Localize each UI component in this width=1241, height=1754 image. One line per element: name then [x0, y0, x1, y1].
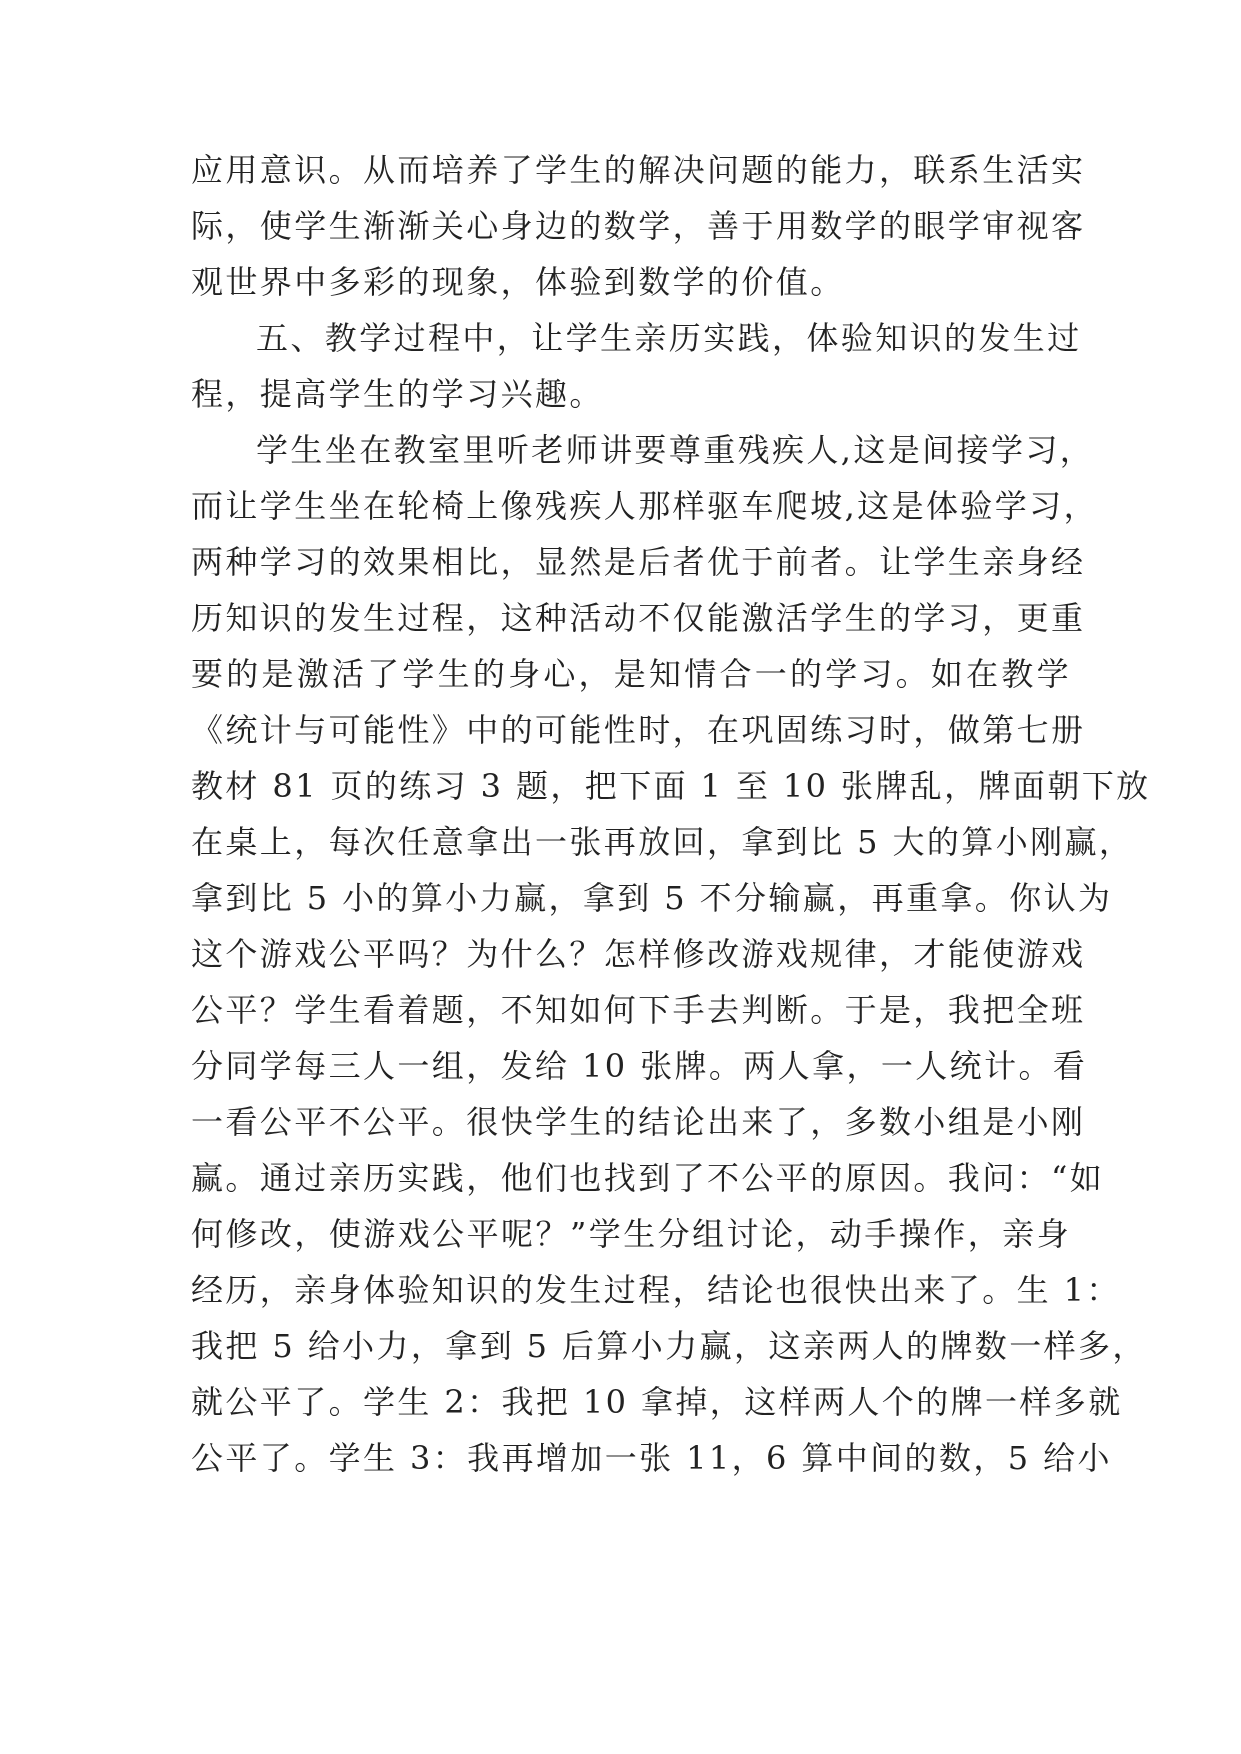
- text-line: 我把 5 给小力，拿到 5 后算小力赢，这亲两人的牌数一样多，: [191, 1327, 1147, 1365]
- text-line: 经历，亲身体验知识的发生过程，结论也很快出来了。生 1：: [191, 1271, 1121, 1309]
- text-line: 在桌上，每次任意拿出一张再放回，拿到比 5 大的算小刚赢，: [191, 823, 1134, 861]
- text-line: 分同学每三人一组，发给 10 张牌。两人拿，一人统计。看: [191, 1047, 1088, 1085]
- text-line: 际，使学生渐渐关心身边的数学，善于用数学的眼学审视客: [191, 207, 1086, 245]
- text-line: 《统计与可能性》中的可能性时，在巩固练习时，做第七册: [191, 711, 1086, 749]
- text-line: 就公平了。学生 2：我把 10 拿掉，这样两人个的牌一样多就: [191, 1383, 1123, 1421]
- text-line: 学生坐在教室里听老师讲要尊重残疾人,这是间接学习，: [256, 431, 1095, 469]
- paragraph-heading-line: 五、教学过程中，让学生亲历实践，体验知识的发生过: [256, 319, 1082, 357]
- paragraph-heading-line: 程，提高学生的学习兴趣。: [191, 375, 604, 413]
- text-line: 赢。通过亲历实践，他们也找到了不公平的原因。我问：“如: [191, 1159, 1105, 1197]
- text-line: 而让学生坐在轮椅上像残疾人那样驱车爬坡,这是体验学习，: [191, 487, 1098, 525]
- text-line: 拿到比 5 小的算小力赢，拿到 5 不分输赢，再重拿。你认为: [191, 879, 1113, 917]
- text-line: 公平了。学生 3：我再增加一张 11，6 算中间的数，5 给小: [191, 1439, 1112, 1477]
- text-line: 两种学习的效果相比，显然是后者优于前者。让学生亲身经: [191, 543, 1086, 581]
- text-line: 公平？学生看着题，不知如何下手去判断。于是，我把全班: [191, 991, 1086, 1029]
- text-line: 要的是激活了学生的身心，是知情合一的学习。如在教学: [191, 655, 1071, 693]
- text-line: 应用意识。从而培养了学生的解决问题的能力，联系生活实: [191, 151, 1086, 189]
- text-line: 一看公平不公平。很快学生的结论出来了，多数小组是小刚: [191, 1103, 1086, 1141]
- text-line: 这个游戏公平吗？为什么？怎样修改游戏规律，才能使游戏: [191, 935, 1086, 973]
- text-line: 历知识的发生过程，这种活动不仅能激活学生的学习，更重: [191, 599, 1086, 637]
- text-line: 教材 81 页的练习 3 题，把下面 1 至 10 张牌乱，牌面朝下放: [191, 767, 1151, 805]
- text-line: 何修改，使游戏公平呢？”学生分组讨论，动手操作，亲身: [191, 1215, 1071, 1253]
- text-line: 观世界中多彩的现象，体验到数学的价值。: [191, 263, 845, 301]
